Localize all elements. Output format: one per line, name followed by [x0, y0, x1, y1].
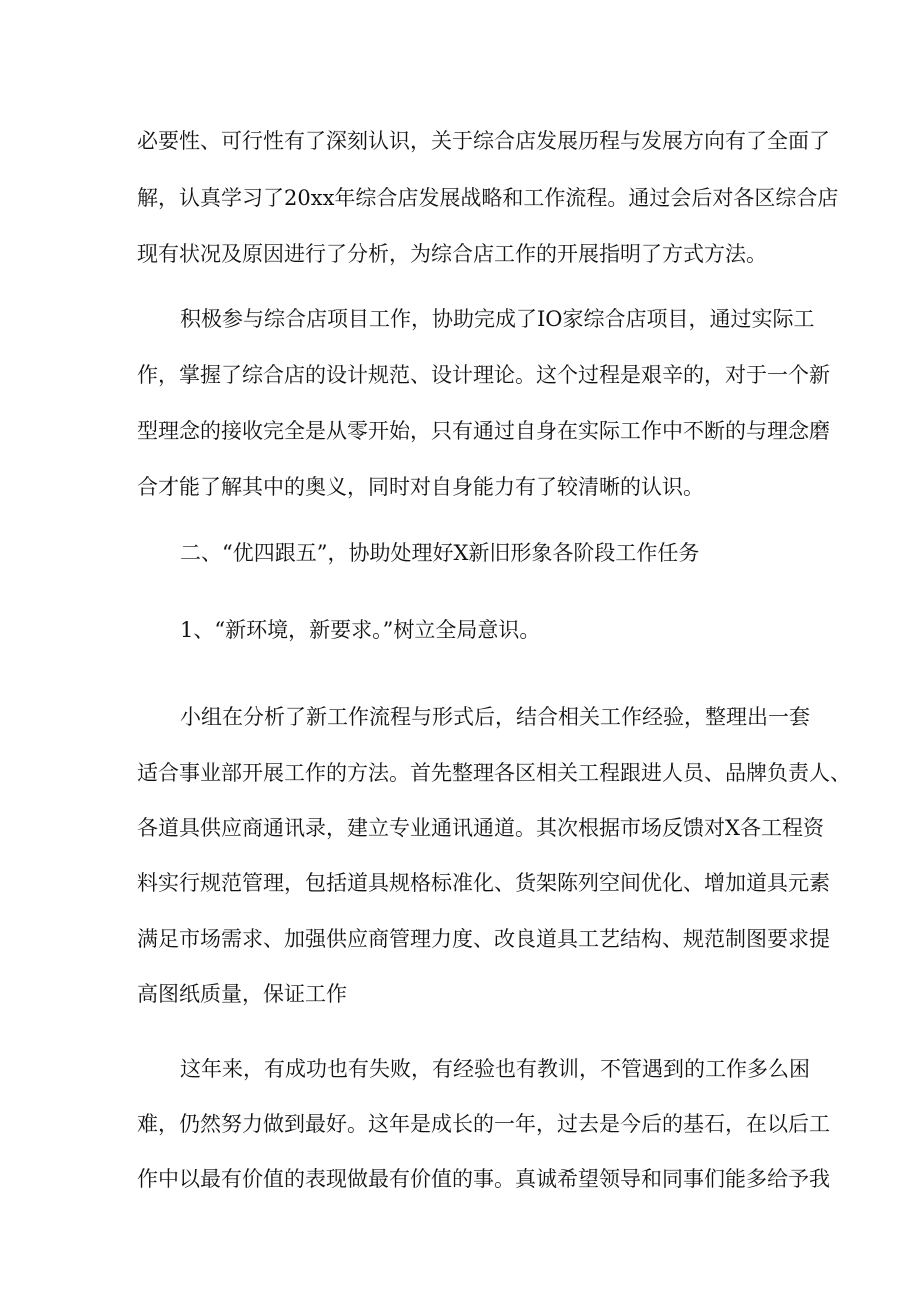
paragraph-4-line-2: 难，仍然努力做到最好。这年是成长的一年，过去是今后的基石，在以后工: [137, 1112, 830, 1136]
paragraph-2-line-2: 作，掌握了综合店的设计规范、设计理论。这个过程是艰辛的，对于一个新: [137, 363, 830, 387]
paragraph-3-line-6: 高图纸质量，保证工作: [137, 982, 347, 1006]
paragraph-4-line-1: 这年来，有成功也有失败，有经验也有教训，不管遇到的工作多么困: [180, 1057, 810, 1081]
paragraph-3-line-4: 料实行规范管理，包括道具规格标准化、货架陈列空间优化、增加道具元素: [137, 871, 830, 895]
paragraph-2-line-3: 型理念的接收完全是从零开始，只有通过自身在实际工作中不断的与理念磨: [137, 419, 830, 443]
paragraph-3-line-2: 适合事业部开展工作的方法。首先整理各区相关工程跟进人员、品牌负责人、: [137, 761, 851, 785]
paragraph-4-line-3: 作中以最有价值的表现做最有价值的事。真诚希望领导和同事们能多给予我: [137, 1167, 830, 1191]
paragraph-1-line-2: 解，认真学习了20xx年综合店发展战略和工作流程。通过会后对各区综合店: [137, 186, 839, 210]
subheading: 1、“新环境，新要求。”树立全局意识。: [180, 618, 541, 642]
paragraph-1-line-3: 现有状况及原因进行了分析，为综合店工作的开展指明了方式方法。: [137, 242, 767, 266]
paragraph-2-line-1: 积极参与综合店项目工作，协助完成了IO家综合店项目，通过实际工: [180, 307, 815, 331]
paragraph-3-line-1: 小组在分析了新工作流程与形式后，结合相关工作经验，整理出一套: [180, 705, 810, 729]
paragraph-1-line-1: 必要性、可行性有了深刻认识，关于综合店发展历程与发展方向有了全面了: [137, 129, 830, 153]
section-heading: 二、“优四跟五”，协助处理好X新旧形象各阶段工作任务: [180, 541, 700, 565]
paragraph-2-line-4: 合才能了解其中的奥义，同时对自身能力有了较清晰的认识。: [137, 475, 704, 499]
paragraph-3-line-5: 满足市场需求、加强供应商管理力度、改良道具工艺结构、规范制图要求提: [137, 927, 830, 951]
paragraph-3-line-3: 各道具供应商通讯录，建立专业通讯通道。其次根据市场反馈对X各工程资: [137, 816, 824, 840]
